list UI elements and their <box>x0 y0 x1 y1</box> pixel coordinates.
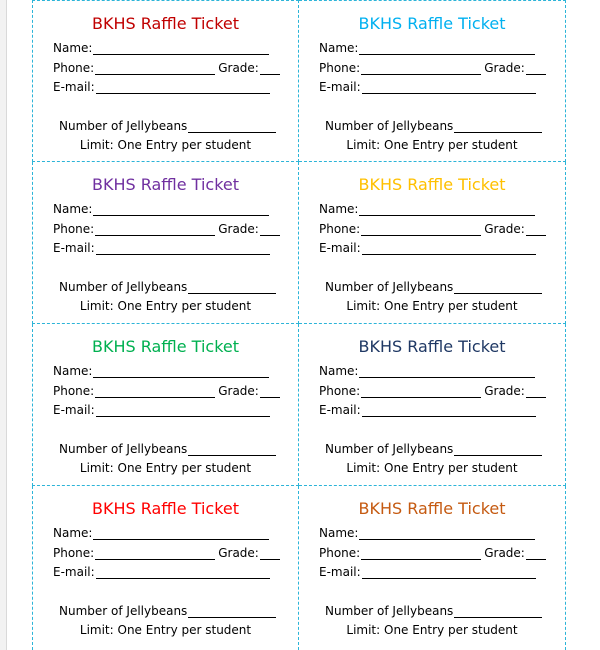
jellybeans-row <box>325 119 542 133</box>
phone-row <box>53 222 280 236</box>
phone-line[interactable] <box>95 223 215 236</box>
limit-row <box>33 299 298 313</box>
limit-text: Limit: One Entry per student <box>346 623 518 637</box>
jellybeans-line[interactable] <box>188 443 276 456</box>
raffle-ticket-2 <box>299 0 566 162</box>
email-label: E-mail: <box>53 80 95 94</box>
ticket-title: BKHS Raffle Ticket <box>358 337 506 356</box>
phone-line[interactable] <box>361 223 481 236</box>
jellybeans-line[interactable] <box>188 120 276 133</box>
raffle-ticket-3 <box>32 162 299 324</box>
ticket-title: BKHS Raffle Ticket <box>91 499 240 518</box>
phone-label: Phone: <box>53 546 95 560</box>
limit-row <box>33 461 298 475</box>
ticket-title: BKHS Raffle Ticket <box>358 175 506 194</box>
phone-row <box>319 546 546 560</box>
email-label: E-mail: <box>319 241 361 255</box>
grade-label: Grade: <box>484 222 525 236</box>
email-row <box>319 565 536 579</box>
ticket-title: BKHS Raffle Ticket <box>91 337 240 356</box>
name-row <box>319 364 535 378</box>
limit-text: Limit: One Entry per student <box>79 138 252 152</box>
email-row <box>53 565 270 579</box>
limit-row <box>299 138 565 152</box>
name-row <box>53 364 269 378</box>
email-row <box>53 80 270 94</box>
phone-row <box>319 384 546 398</box>
phone-row <box>319 222 546 236</box>
jellybeans-label: Number of Jellybeans <box>59 280 188 294</box>
name-row <box>319 202 535 216</box>
phone-label: Phone: <box>319 546 361 560</box>
grade-line[interactable] <box>260 223 280 236</box>
jellybeans-label: Number of Jellybeans <box>325 604 454 618</box>
raffle-ticket-7 <box>32 486 299 650</box>
email-line[interactable] <box>96 566 270 579</box>
email-label: E-mail: <box>319 565 361 579</box>
limit-text: Limit: One Entry per student <box>79 299 252 313</box>
phone-label: Phone: <box>53 61 95 75</box>
email-label: E-mail: <box>53 403 95 417</box>
jellybeans-line[interactable] <box>188 281 276 294</box>
limit-text: Limit: One Entry per student <box>79 623 252 637</box>
phone-line[interactable] <box>95 385 215 398</box>
ticket-grid <box>32 0 566 650</box>
phone-label: Phone: <box>53 222 95 236</box>
limit-row <box>299 623 565 637</box>
limit-row <box>299 299 565 313</box>
grade-line[interactable] <box>260 62 280 75</box>
name-line[interactable] <box>93 527 269 540</box>
jellybeans-label: Number of Jellybeans <box>325 442 454 456</box>
phone-label: Phone: <box>319 222 361 236</box>
email-label: E-mail: <box>53 241 95 255</box>
phone-row <box>53 384 280 398</box>
grade-line[interactable] <box>526 547 546 560</box>
grade-label: Grade: <box>484 384 525 398</box>
name-label: Name: <box>53 41 93 55</box>
jellybeans-label: Number of Jellybeans <box>59 119 188 133</box>
ticket-sheet <box>32 0 566 650</box>
name-line[interactable] <box>359 527 535 540</box>
phone-line[interactable] <box>95 62 215 75</box>
grade-label: Grade: <box>218 546 259 560</box>
email-line[interactable] <box>96 242 270 255</box>
jellybeans-line[interactable] <box>188 605 276 618</box>
name-line[interactable] <box>359 42 535 55</box>
jellybeans-label: Number of Jellybeans <box>325 119 454 133</box>
email-line[interactable] <box>362 81 536 94</box>
jellybeans-line[interactable] <box>454 120 542 133</box>
raffle-ticket-5 <box>32 324 299 486</box>
name-row <box>53 41 269 55</box>
phone-row <box>53 61 280 75</box>
name-line[interactable] <box>359 203 535 216</box>
grade-line[interactable] <box>260 547 280 560</box>
limit-text: Limit: One Entry per student <box>346 138 518 152</box>
jellybeans-line[interactable] <box>454 605 542 618</box>
jellybeans-row <box>325 604 542 618</box>
raffle-ticket-8 <box>299 486 566 650</box>
limit-text: Limit: One Entry per student <box>346 461 518 475</box>
email-line[interactable] <box>96 404 270 417</box>
phone-label: Phone: <box>319 384 361 398</box>
limit-text: Limit: One Entry per student <box>79 461 252 475</box>
page-left-edge <box>0 0 7 650</box>
name-label: Name: <box>53 202 93 216</box>
limit-row <box>299 461 565 475</box>
name-line[interactable] <box>93 42 269 55</box>
grade-label: Grade: <box>218 384 259 398</box>
phone-line[interactable] <box>95 547 215 560</box>
jellybeans-row <box>59 280 276 294</box>
jellybeans-line[interactable] <box>454 281 542 294</box>
email-row <box>53 241 270 255</box>
jellybeans-line[interactable] <box>454 443 542 456</box>
email-line[interactable] <box>96 81 270 94</box>
ticket-title: BKHS Raffle Ticket <box>358 14 506 33</box>
phone-label: Phone: <box>319 61 361 75</box>
grade-line[interactable] <box>526 223 546 236</box>
email-row <box>319 403 536 417</box>
email-line[interactable] <box>362 404 536 417</box>
email-label: E-mail: <box>319 403 361 417</box>
email-row <box>319 241 536 255</box>
phone-row <box>53 546 280 560</box>
name-label: Name: <box>319 41 359 55</box>
name-label: Name: <box>319 526 359 540</box>
grade-label: Grade: <box>218 222 259 236</box>
phone-line[interactable] <box>361 547 481 560</box>
jellybeans-row <box>325 442 542 456</box>
jellybeans-label: Number of Jellybeans <box>59 604 188 618</box>
grade-line[interactable] <box>526 385 546 398</box>
email-label: E-mail: <box>53 565 95 579</box>
email-label: E-mail: <box>319 80 361 94</box>
ticket-title: BKHS Raffle Ticket <box>91 175 240 194</box>
email-line[interactable] <box>362 566 536 579</box>
grade-line[interactable] <box>260 385 280 398</box>
name-label: Name: <box>53 364 93 378</box>
ticket-title: BKHS Raffle Ticket <box>91 14 240 33</box>
name-row <box>53 202 269 216</box>
name-label: Name: <box>53 526 93 540</box>
phone-line[interactable] <box>361 385 481 398</box>
phone-line[interactable] <box>361 62 481 75</box>
limit-row <box>33 138 298 152</box>
jellybeans-row <box>59 442 276 456</box>
ticket-title: BKHS Raffle Ticket <box>358 499 506 518</box>
email-row <box>319 80 536 94</box>
raffle-ticket-4 <box>299 162 566 324</box>
name-label: Name: <box>319 364 359 378</box>
jellybeans-row <box>59 119 276 133</box>
limit-text: Limit: One Entry per student <box>346 299 518 313</box>
jellybeans-label: Number of Jellybeans <box>325 280 454 294</box>
name-label: Name: <box>319 202 359 216</box>
grade-line[interactable] <box>526 62 546 75</box>
email-line[interactable] <box>362 242 536 255</box>
limit-row <box>33 623 298 637</box>
name-line[interactable] <box>359 365 535 378</box>
name-line[interactable] <box>93 203 269 216</box>
jellybeans-label: Number of Jellybeans <box>59 442 188 456</box>
jellybeans-row <box>325 280 542 294</box>
name-line[interactable] <box>93 365 269 378</box>
phone-label: Phone: <box>53 384 95 398</box>
name-row <box>319 526 535 540</box>
jellybeans-row <box>59 604 276 618</box>
name-row <box>319 41 535 55</box>
raffle-ticket-6 <box>299 324 566 486</box>
grade-label: Grade: <box>218 61 259 75</box>
name-row <box>53 526 269 540</box>
email-row <box>53 403 270 417</box>
grade-label: Grade: <box>484 546 525 560</box>
raffle-ticket-1 <box>32 0 299 162</box>
grade-label: Grade: <box>484 61 525 75</box>
phone-row <box>319 61 546 75</box>
